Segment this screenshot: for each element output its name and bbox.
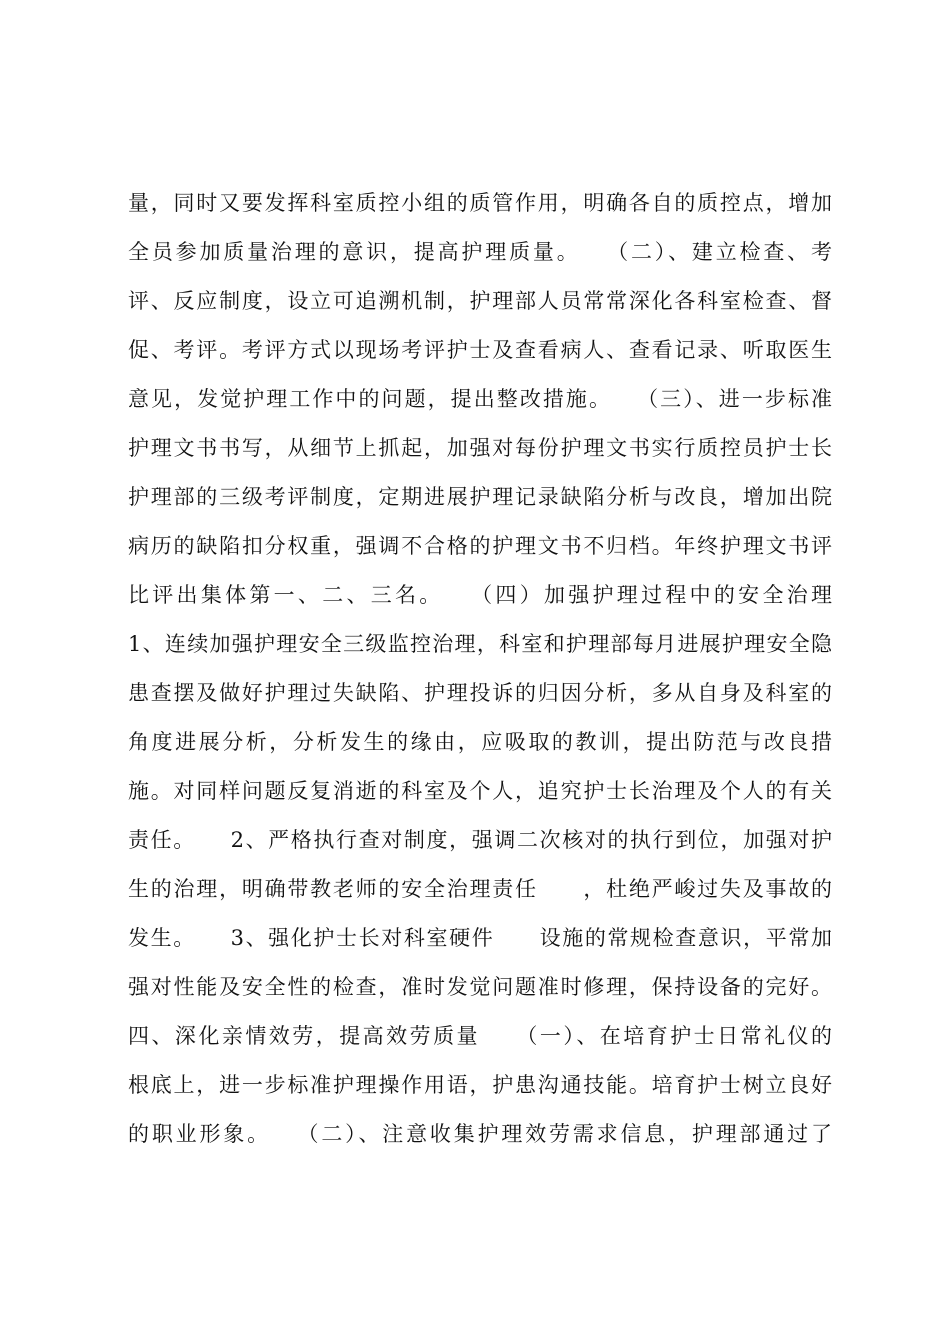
text-line: 护理部的三级考评制度，定期进展护理记录缺陷分析与改良，增加出院	[128, 485, 832, 509]
text-line: 根底上，进一步标准护理操作用语，护患沟通技能。培育护士树立良好	[128, 1073, 832, 1097]
text-line: 责任。 2、严格执行查对制度，强调二次核对的执行到位，加强对护	[128, 828, 832, 852]
text-line: 全员参加质量治理的意识，提高护理质量。 （二）、建立检查、考	[128, 240, 832, 264]
text-line: 角度进展分析，分析发生的缘由，应吸取的教训，提出防范与改良措	[128, 730, 832, 754]
text-line: 施。对同样问题反复消逝的科室及个人，追究护士长治理及个人的有关	[128, 779, 832, 803]
text-line: 强对性能及安全性的检查，准时发觉问题准时修理，保持设备的完好。	[128, 975, 832, 999]
text-line: 意见，发觉护理工作中的问题，提出整改措施。 （三）、进一步标准	[128, 387, 832, 411]
text-line: 量，同时又要发挥科室质控小组的质管作用，明确各自的质控点，增加	[128, 191, 832, 215]
text-line: 发生。 3、强化护士长对科室硬件 设施的常规检查意识，平常加	[128, 926, 832, 950]
text-line: 护理文书书写，从细节上抓起，加强对每份护理文书实行质控员护士长	[128, 436, 832, 460]
text-line: 生的治理，明确带教老师的安全治理责任 ，杜绝严峻过失及事故的	[128, 877, 832, 901]
text-line: 病历的缺陷扣分权重，强调不合格的护理文书不归档。年终护理文书评	[128, 534, 832, 558]
text-line: 比评出集体第一、二、三名。 （四）加强护理过程中的安全治理	[128, 583, 832, 607]
text-line: 促、考评。考评方式以现场考评护士及查看病人、查看记录、听取医生	[128, 338, 832, 362]
text-line: 评、反应制度，设立可追溯机制，护理部人员常常深化各科室检查、督	[128, 289, 832, 313]
text-line: 患查摆及做好护理过失缺陷、护理投诉的归因分析，多从自身及科室的	[128, 681, 832, 705]
body-text	[128, 179, 832, 1159]
text-line: 四、深化亲情效劳，提高效劳质量 （一）、在培育护士日常礼仪的	[128, 1024, 832, 1048]
text-line: 1、连续加强护理安全三级监控治理，科室和护理部每月进展护理安全隐	[128, 632, 832, 656]
text-line: 的职业形象。 （二）、注意收集护理效劳需求信息，护理部通过了	[128, 1122, 832, 1146]
